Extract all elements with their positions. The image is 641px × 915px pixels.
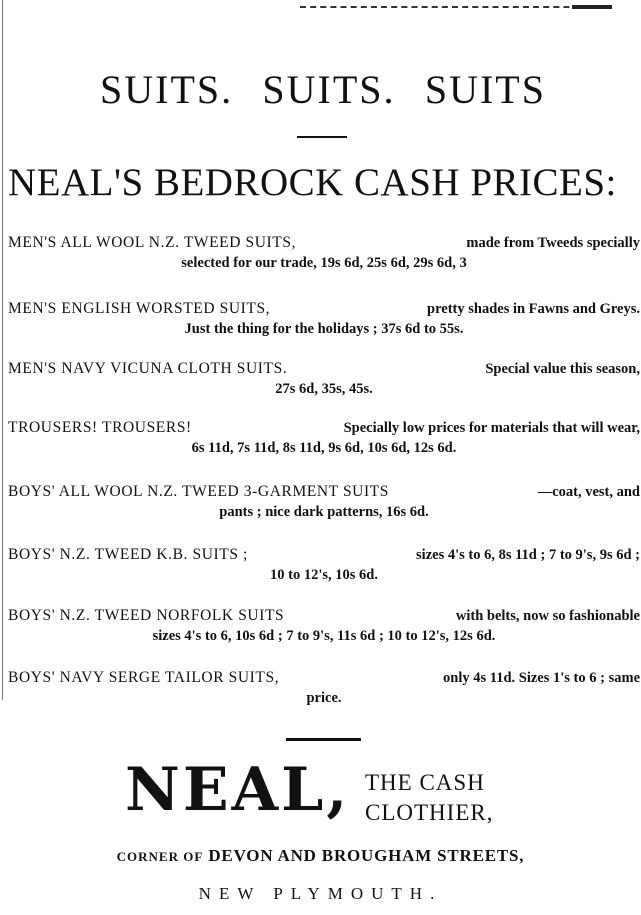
address xyxy=(0,846,641,866)
item-text: only 4s 11d. Sizes 1's to 6 ; same xyxy=(443,670,640,686)
signature-name: NEAL, xyxy=(125,755,351,825)
item-prices: 6s 11d, 7s 11d, 8s 11d, 9s 6d, 10s 6d, 12s 6d. xyxy=(191,440,457,456)
item-text: pretty shades in Fawns and Greys. xyxy=(427,301,640,317)
list-item xyxy=(8,668,640,708)
item-text: sizes 4's to 6, 8s 11d ; 7 to 9's, 9s 6d ; xyxy=(416,547,640,563)
item-text: Specially low prices for materials that will wear, xyxy=(343,420,640,436)
item-head: TROUSERS! TROUSERS! xyxy=(8,419,192,436)
list-item xyxy=(8,299,640,339)
signature-line-1: THE CASH xyxy=(365,770,485,795)
address-prefix: CORNER OF xyxy=(116,849,204,864)
headline-word-2: SUITS. xyxy=(262,67,396,112)
headline-word-1: SUITS. xyxy=(100,67,234,112)
item-head: BOYS' N.Z. TWEED NORFOLK SUITS xyxy=(8,607,285,624)
item-head: BOYS' N.Z. TWEED K.B. SUITS ; xyxy=(8,546,248,563)
town: NEW PLYMOUTH. xyxy=(198,884,443,903)
list-item xyxy=(8,606,640,646)
headline xyxy=(0,66,641,116)
item-text: —coat, vest, and xyxy=(537,484,640,500)
list-item xyxy=(8,359,640,399)
item-prices: pants ; nice dark patterns, 16s 6d. xyxy=(219,504,429,520)
top-rule-mark xyxy=(572,5,612,9)
list-item xyxy=(8,233,640,273)
headline-word-3: SUITS xyxy=(424,67,546,112)
item-head: MEN'S ALL WOOL N.Z. TWEED SUITS, xyxy=(8,234,297,251)
item-head: MEN'S ENGLISH WORSTED SUITS, xyxy=(8,300,271,317)
signature-line-2: CLOTHIER, xyxy=(365,800,494,825)
divider-rule-top xyxy=(297,136,347,138)
list-item xyxy=(8,482,640,522)
item-prices: sizes 4's to 6, 10s 6d ; 7 to 9's, 11s 6d ; 10 to 12's, 12s 6d. xyxy=(152,628,496,644)
signature-tagline xyxy=(365,768,493,828)
list-item xyxy=(8,545,640,585)
item-prices: 10 to 12's, 10s 6d. xyxy=(270,567,378,583)
item-text: made from Tweeds specially xyxy=(466,235,640,251)
item-head: MEN'S NAVY VICUNA CLOTH SUITS. xyxy=(8,360,288,377)
divider-rule-bottom xyxy=(286,738,361,741)
address-streets: DEVON AND BROUGHAM STREETS, xyxy=(208,846,525,865)
page-title: NEAL'S BEDROCK CASH PRICES: xyxy=(8,161,617,204)
item-prices: Just the thing for the holidays ; 37s 6d to 55s. xyxy=(184,321,464,337)
list-item xyxy=(8,418,640,458)
item-text: Special value this season, xyxy=(485,361,640,377)
item-prices: price. xyxy=(306,690,342,706)
item-head: BOYS' NAVY SERGE TAILOR SUITS, xyxy=(8,669,280,686)
top-rule xyxy=(300,6,610,8)
item-text: with belts, now so fashionable xyxy=(455,608,640,624)
item-prices: 27s 6d, 35s, 45s. xyxy=(275,381,373,397)
item-head: BOYS' ALL WOOL N.Z. TWEED 3-GARMENT SUITS xyxy=(8,483,390,500)
item-prices: selected for our trade, 19s 6d, 25s 6d, 29s 6d, 3 xyxy=(181,255,467,271)
